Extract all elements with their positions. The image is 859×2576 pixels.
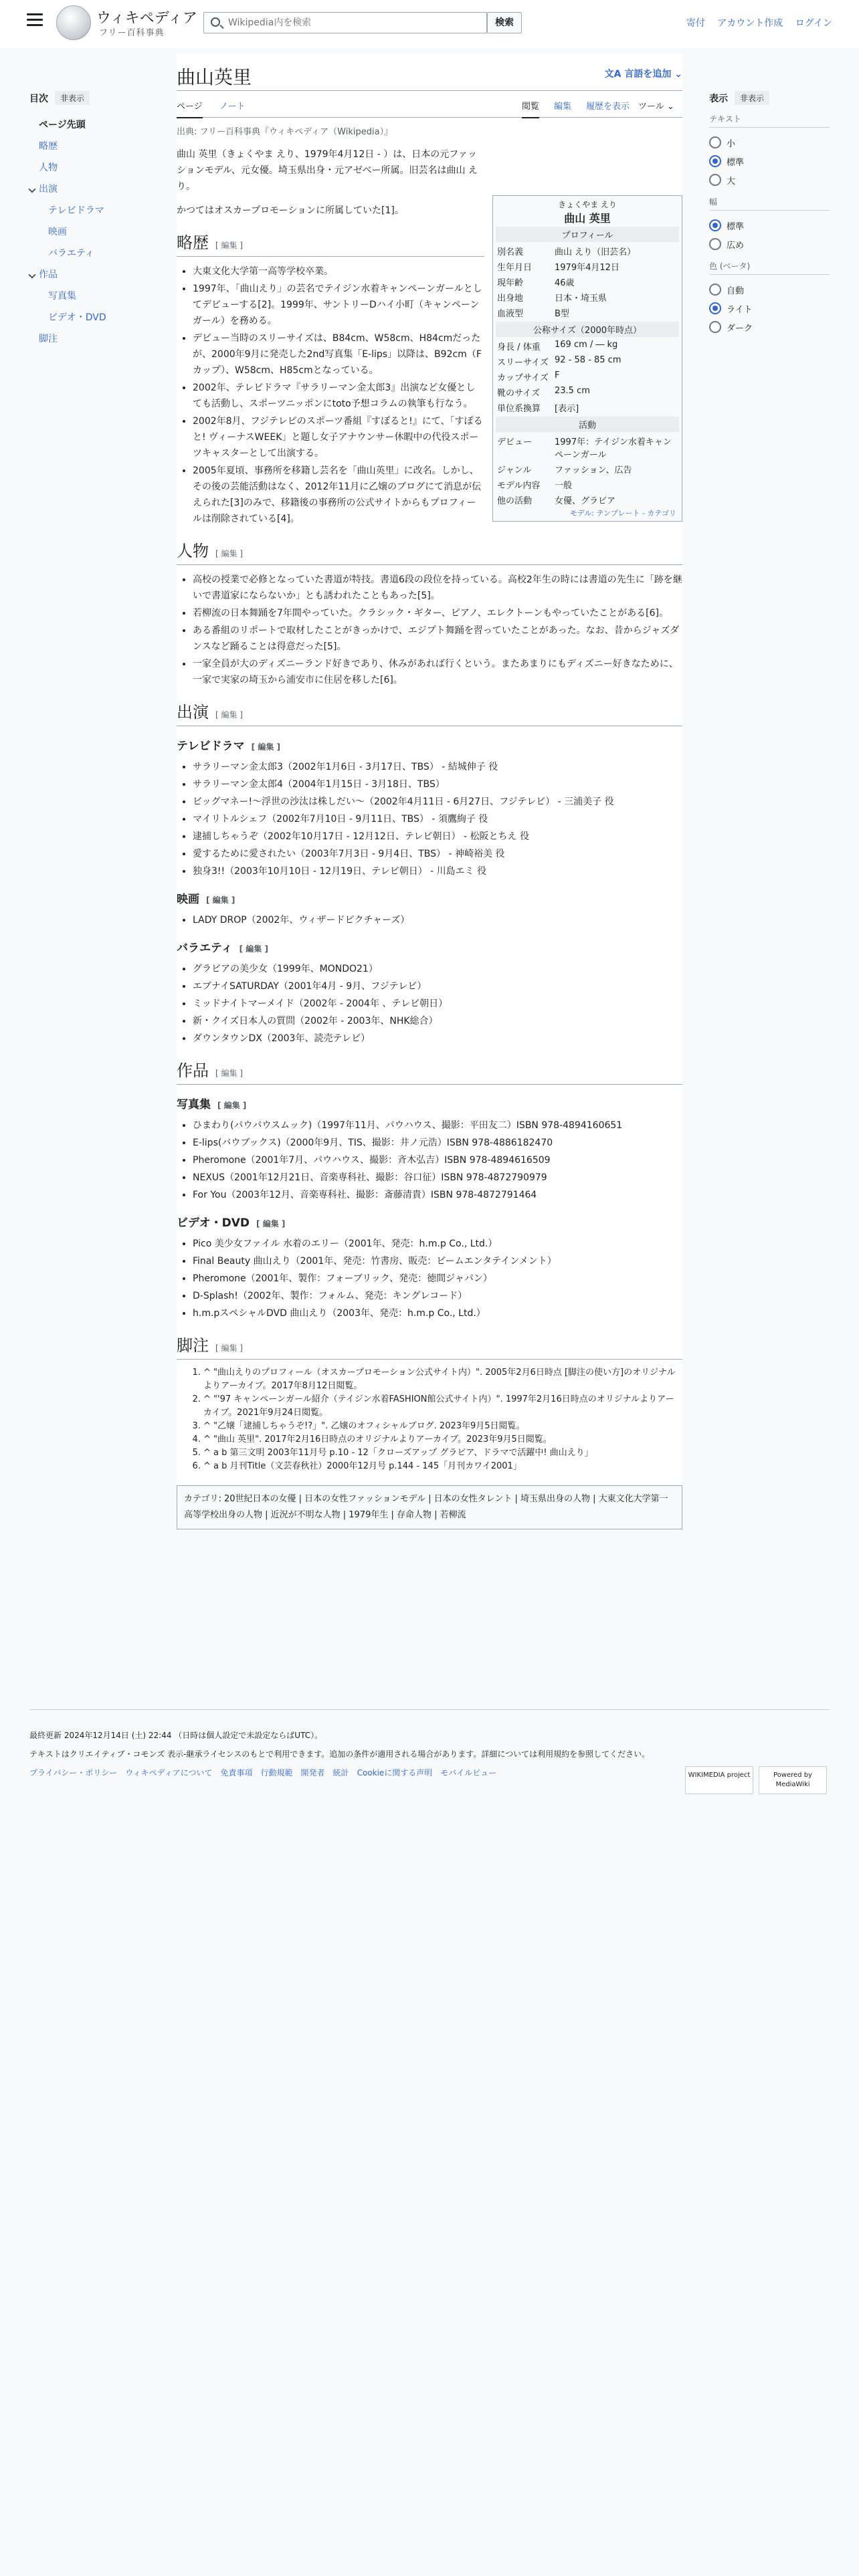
chevron-down-icon[interactable] [28, 185, 35, 193]
infobox-template-link[interactable]: モデル: テンプレート - カテゴリ [569, 509, 676, 518]
wikipedia-globe-logo[interactable] [56, 5, 91, 40]
infobox-key: 出身地 [497, 294, 524, 304]
logo-tagline: フリー百科事典 [99, 28, 165, 38]
color-dark[interactable]: ダーク [709, 318, 830, 336]
infobox-key: 単位系換算 [497, 404, 541, 414]
infobox-value: 日本・埼玉県 [555, 294, 607, 304]
video-item: • Final Beauty 曲山えり（2001年、発売：竹書房、販売：ビームエンタテインメント） [193, 1253, 682, 1269]
page-tabs [177, 91, 682, 118]
subsection-photobooks: 写真集 [ 編集 ] [177, 1098, 247, 1111]
drama-item: • サラリーマン金太郎4（2004年1月15日 - 3月18日、TBS） [193, 776, 682, 792]
edit-link[interactable]: [ 編集 ] [251, 742, 280, 752]
user-links [677, 16, 832, 29]
toc-item[interactable] [29, 286, 150, 307]
person-item: • ある番組のリポートで取材したことがきっかけで、エジプト舞踊を習っていたことがあった。なお、昔からジャズダンスなど踊ることは得意だった[5]。 [193, 623, 682, 655]
footer-link[interactable]: プライバシー・ポリシー [29, 1768, 118, 1778]
main-content [177, 53, 682, 1529]
edit-link[interactable]: [ 編集 ] [206, 895, 235, 905]
subsection-video: ビデオ・DVD [ 編集 ] [177, 1216, 286, 1230]
toc-item[interactable] [29, 179, 150, 200]
drama-item: • サラリーマン金太郎3（2002年1月6日 - 3月17日、TBS） - 結城伸子 役 [193, 759, 682, 775]
color-label: 色 (ベータ) [709, 260, 830, 275]
infobox-key: 身長 / 体重 [497, 342, 541, 352]
footer-link[interactable]: 開発者 [300, 1768, 325, 1778]
lead-paragraph-2: かつてはオスカープロモーションに所属していた[1]。 [177, 205, 404, 216]
drama-item: • 愛するために愛されたい（2003年7月3日 - 9月4日、TBS） - 神崎裕美 役 [193, 846, 682, 862]
infobox-row [496, 305, 679, 320]
infobox-row [496, 461, 679, 477]
section-career: 略歴 [ 編集 ] [177, 235, 484, 257]
edit-link[interactable]: [ 編集 ] [239, 944, 268, 954]
infobox-value: 1997年：テイジン水着キャンペーンガール [555, 437, 672, 460]
infobox-key: ジャンル [497, 465, 532, 475]
infobox-value: F [555, 370, 560, 381]
table-of-contents [29, 91, 150, 350]
infobox-row [496, 338, 679, 354]
career-item: • デビュー当時のスリーサイズは、B84cm、W58cm、H84cmだったが、2000年9月に発売した2nd写真集「E-lips」以降は、B92cm（Fカップ）、W58cm、H85cmとなっている。 [193, 330, 484, 379]
login-link[interactable]: ログイン [795, 18, 832, 29]
drama-item: • ビッグマネー!〜浮世の沙汰は株しだい〜（2002年4月11日 - 6月27日、フジテレビ） - 三浦美子 役 [193, 794, 682, 810]
infobox-value: 92 - 58 - 85 cm [555, 355, 622, 365]
video-item: • Pheromone（2001年、製作：フォーブリック、発売：徳間ジャパン） [193, 1271, 682, 1287]
toc-item-label: 映画 [48, 227, 67, 237]
infobox-row [496, 290, 679, 305]
infobox-row [496, 400, 679, 415]
infobox-row [496, 433, 679, 461]
toc-item-label: ページ先頭 [39, 120, 86, 130]
color-light[interactable]: ライト [709, 299, 830, 318]
section-person: 人物 [ 編集 ] [177, 543, 682, 565]
footer-link[interactable]: Cookieに関する声明 [357, 1768, 433, 1778]
career-item: • 2005年夏頃、事務所を移籍し芸名を「曲山英里」に改名。しかし、その後の芸能活動はなく、2012年11月に乙嬢のブログにて消息が伝えられた[3]のみで、移籍後の事務所の公式サイトからもプロフィールは削除されている[4]。 [193, 463, 484, 527]
toc-item[interactable] [29, 328, 150, 350]
logo-title[interactable]: ウィキペディア [96, 10, 197, 27]
toc-item-label: 人物 [39, 163, 58, 173]
infobox-value: 23.5 cm [555, 386, 590, 396]
career-list [177, 263, 484, 527]
infobox-key: 他の活動 [497, 496, 533, 506]
edit-link[interactable]: [ 編集 ] [215, 549, 243, 558]
career-item: • 大東文化大学第一高等学校卒業。 [193, 263, 484, 280]
appearance-panel [709, 91, 830, 336]
photobook-item: • For You（2003年12月、音楽専科社、撮影：斎藤清貴）ISBN 978-4872791464 [193, 1187, 682, 1203]
variety-item: • エブナイSATURDAY（2001年4月 - 9月、フジテレビ） [193, 978, 682, 994]
toc-item-label: 写真集 [48, 291, 76, 302]
infobox-value: 46歳 [555, 278, 575, 288]
video-item: • Pico 美少女ファイル 水着のエリー（2001年、発売：h.m.p Co., Ltd.） [193, 1236, 682, 1252]
variety-item: • ミッドナイトマーメイド（2002年 - 2004年 、テレビ朝日） [193, 996, 682, 1012]
section-notes: 脚注 [ 編集 ] [177, 1337, 682, 1360]
tab-page[interactable]: ページ [177, 99, 203, 118]
photobook-item: • ひまわり(パウパウスムック)（1997年11月、パウハウス、撮影：平田友二）ISBN 978-4894160651 [193, 1117, 682, 1134]
section-works: 作品 [ 編集 ] [177, 1063, 682, 1085]
movie-item: • LADY DROP（2002年、ウィザードピクチャーズ） [193, 912, 682, 928]
page-title: 曲山英里 [177, 53, 682, 91]
edit-link[interactable]: [ 編集 ] [215, 241, 243, 250]
tools-label: ツール [638, 102, 664, 112]
infobox [492, 195, 682, 522]
drama-item: • 逮捕しちゃうぞ（2002年10月17日 - 12月12日、テレビ朝日） - 松阪とちえ 役 [193, 829, 682, 845]
toc-item[interactable] [29, 243, 150, 264]
reference-item: 1. ^ "曲山えりのプロフィール（オスカープロモーション公式サイト内）". 2005年2月6日時点 [脚注の使い方]のオリジナルよりアーカイブ。2017年8月12日閲覧。 [203, 1366, 682, 1393]
tab-history[interactable]: 履歴を表示 [586, 102, 630, 112]
infobox-key: 靴のサイズ [497, 389, 540, 399]
drama-item: • 独身3!!（2003年10月10日 - 12月19日、テレビ朝日） - 川島エミ 役 [193, 863, 682, 879]
person-item: • 一家全員が大のディズニーランド好きであり、休みがあれば行くという。またあまりにもディズニー好きなために、一家で実家の埼玉から浦安市に住居を移した[6]。 [193, 656, 682, 688]
edit-link[interactable]: [ 編集 ] [217, 1101, 247, 1110]
infobox-row [496, 477, 679, 492]
drama-item: • マイリトルシェフ（2002年7月10日 - 9月11日、TBS） - 須鷹絢子 役 [193, 811, 682, 827]
lead-paragraph: 曲山 英里（きょくやま えり、1979年4月12日 - ）は、日本の元ファッションモデル、元女優。埼玉県出身・元アゼベー所属。旧芸名は曲山 えり。 [177, 149, 478, 192]
tab-edit[interactable]: 編集 [554, 102, 572, 112]
site-header [0, 0, 859, 48]
infobox-key: 別名義 [497, 247, 524, 257]
toc-item[interactable] [29, 114, 150, 136]
toc-item-label: テレビドラマ [48, 205, 104, 216]
section-appearances: 出演 [ 編集 ] [177, 704, 682, 726]
page-footer [29, 1709, 830, 1788]
mediawiki-badge[interactable]: Powered by MediaWiki [759, 1766, 827, 1794]
infobox-key: デビュー [497, 437, 533, 447]
toc-item-label: 出演 [39, 184, 58, 195]
infobox-kana: きょくやま えり [558, 200, 617, 209]
last-updated: 最終更新 2024年12月14日 (土) 22:44 （日時は個人設定で未設定ならばUTC）。 [29, 1731, 323, 1740]
reference-item: 5. ^ a b 第三文明 2003年11月号 p.10 - 12「クローズアップ グラビア、ドラマで活躍中! 曲山えり」 [203, 1446, 682, 1460]
infobox-row [496, 243, 679, 259]
search-input[interactable] [228, 13, 482, 33]
width-label: 幅 [709, 196, 830, 211]
career-item: • 2002年8月、フジテレビのスポーツ番組『すぽると!』にて、「すぽると! ヴィーナスWEEK」と題し女子アナウンサー休暇中の代役スポーツキャスターとして出演する。 [193, 413, 484, 461]
video-item: • D-Splash!（2002年、製作：フォルム、発売：キングレコード） [193, 1288, 682, 1304]
reference-item: 6. ^ a b 月刊Title（文芸春秋社）2000年12月号 p.144 - 145「月刊カワイ2001」 [203, 1460, 682, 1473]
width-wide[interactable]: 広め [709, 235, 830, 253]
infobox-value: 女優、グラビア [555, 496, 616, 506]
infobox-row [496, 369, 679, 385]
variety-item: • ダウンタウンDX（2003年、読売テレビ） [193, 1031, 682, 1047]
infobox-row [496, 259, 679, 274]
reference-item: 2. ^ "'97 キャンペーンガール紹介（テイジン水着FASHION館公式サイト内）". 1997年2月16日時点のオリジナルよりアーカイブ。2021年9月24日閲覧。 [203, 1393, 682, 1420]
photobook-item: • NEXUS（2001年12月21日、音楽専科社、撮影：谷口征）ISBN 978-4872790979 [193, 1170, 682, 1186]
career-item: • 1997年、「曲山えり」の芸名でテイジン水着キャンペーンガールとしてデビューする[2]。1999年、サントリーDハイ小町（キャンペーンガール）を務める。 [193, 281, 484, 329]
infobox-profile-header: プロフィール [496, 227, 679, 242]
text-size-standard[interactable]: 標準 [709, 152, 830, 171]
text-size-small[interactable]: 小 [709, 133, 830, 152]
infobox-value: 一般 [555, 481, 573, 491]
color-auto[interactable]: 自動 [709, 280, 830, 299]
reference-item: 4. ^ "曲山 英里". 2017年2月16日時点のオリジナルよりアーカイブ。2023年9月5日閲覧。 [203, 1433, 682, 1446]
infobox-size-header: 公称サイズ（2000年時点） [496, 322, 679, 337]
text-size-large[interactable]: 大 [709, 171, 830, 189]
toc-title: 目次 [29, 93, 48, 104]
infobox-key: 血液型 [497, 309, 524, 319]
edit-link[interactable]: [ 編集 ] [215, 710, 243, 720]
toc-item[interactable] [29, 200, 150, 221]
text-size-label: テキスト [709, 113, 830, 128]
infobox-value: ファッション、広告 [555, 465, 632, 475]
search-button[interactable]: 検索 [487, 12, 522, 33]
subsection-drama: テレビドラマ [ 編集 ] [177, 740, 280, 753]
width-standard[interactable]: 標準 [709, 216, 830, 235]
toc-item-label: バラエティ [48, 248, 94, 259]
footer-link[interactable]: 統計 [332, 1768, 349, 1778]
photobook-list [177, 1117, 682, 1203]
edit-link[interactable]: [ 編集 ] [215, 1069, 243, 1078]
variety-item: • グラビアの美少女（1999年、MONDO21） [193, 961, 682, 977]
footer-link[interactable]: ウィキペディアについて [125, 1768, 213, 1778]
infobox-key: モデル内容 [497, 481, 541, 491]
toc-hide-button[interactable]: 非表示 [55, 91, 90, 105]
footer-link[interactable]: 行動規範 [260, 1768, 293, 1778]
toc-item-label: 脚注 [39, 334, 58, 344]
subsection-variety: バラエティ [ 編集 ] [177, 942, 268, 955]
person-item: • 若柳流の日本舞踊を7年間やっていた。クラシック・ギター、ピアノ、エレクトーンもやっていたことがある[6]。 [193, 605, 682, 621]
infobox-name: 曲山 英里 [564, 212, 611, 225]
toc-item[interactable] [29, 136, 150, 157]
references-list [177, 1366, 682, 1473]
main-menu-icon[interactable] [27, 13, 43, 27]
infobox-row [496, 354, 679, 369]
edit-link[interactable]: [ 編集 ] [256, 1219, 286, 1228]
toc-item-label: ビデオ・DVD [48, 312, 106, 323]
tools-menu[interactable]: ツール ⌄ [638, 102, 674, 112]
chevron-down-icon[interactable] [28, 271, 35, 278]
appearance-hide-button[interactable]: 非表示 [735, 91, 769, 105]
infobox-key: 現年齢 [497, 278, 524, 288]
video-list [177, 1236, 682, 1321]
toc-item-label: 略歴 [39, 141, 58, 152]
person-list [177, 572, 682, 688]
infobox-value: [表示] [555, 404, 579, 414]
create-account-link[interactable]: アカウント作成 [717, 18, 783, 29]
translate-icon: 文A [604, 69, 625, 80]
toc-item-label: 作品 [39, 270, 58, 280]
footer-link[interactable]: モバイルビュー [440, 1768, 497, 1778]
search-icon [211, 17, 220, 27]
from-line: 出典: フリー百科事典『ウィキペディア（Wikipedia）』 [177, 127, 393, 137]
wikimedia-badge[interactable]: WIKIMEDIA project [685, 1766, 753, 1794]
toc-item[interactable] [29, 157, 150, 179]
infobox-key: カップサイズ [497, 373, 549, 383]
add-language-label: 言語を追加 [624, 69, 672, 80]
person-item: • 高校の授業で必修となっていた書道が特技。書道6段の段位を持っている。高校2年生の時には書道の先生に「跡を継いで書道家にならないか」とも誘われたこともあった[5]。 [193, 572, 682, 604]
photobook-item: • Pheromone（2001年7月、パウハウス、撮影：斉木弘吉）ISBN 978-4894616509 [193, 1152, 682, 1168]
drama-list [177, 759, 682, 879]
license-text: テキストはクリエイティブ・コモンズ 表示-継承ライセンスのもとで利用できます。追加の条件が適用される場合があります。詳細については利用規約を参照してください。 [29, 1749, 650, 1759]
category-box[interactable]: カテゴリ: 20世紀日本の女優 | 日本の女性ファッションモデル | 日本の女性タレント | 埼玉県出身の人物 | 大東文化大学第一高等学校出身の人物 | 近況が不明な人物 | 1979年生 | 存命人物 | 若柳流 [177, 1485, 682, 1529]
infobox-value: 169 cm / ― kg [555, 340, 618, 350]
variety-list [177, 961, 682, 1047]
toc-item[interactable] [29, 264, 150, 286]
toc-item[interactable] [29, 307, 150, 328]
photobook-item: • E-lips(バウブックス)（2000年9月、TIS、撮影：井ノ元浩）ISBN 978-4886182470 [193, 1135, 682, 1151]
add-language-button[interactable]: 文A 言語を追加 ⌄ [604, 69, 682, 80]
infobox-key: スリーサイズ [497, 358, 549, 368]
movie-list [177, 912, 682, 928]
subsection-movie: 映画 [ 編集 ] [177, 893, 235, 906]
variety-item: • 新・クイズ日本人の質問（2002年 - 2003年、NHK総合） [193, 1013, 682, 1029]
tab-read[interactable]: 閲覧 [522, 99, 539, 118]
infobox-value: 1979年4月12日 [555, 263, 619, 273]
toc-item[interactable] [29, 221, 150, 243]
appearance-title: 表示 [709, 93, 728, 104]
career-item: • 2002年、テレビドラマ『サラリーマン金太郎3』出演など女優としても活動し、スポーツニッポンにtoto予想コラムの執筆も行なう。 [193, 380, 484, 412]
infobox-value: 曲山 えり（旧芸名） [555, 247, 636, 257]
tab-talk[interactable]: ノート [219, 102, 246, 112]
infobox-value: B型 [555, 309, 569, 319]
footer-link[interactable]: 免責事項 [220, 1768, 253, 1778]
infobox-activity-header: 活動 [496, 417, 679, 432]
infobox-row [496, 492, 679, 508]
reference-item: 3. ^ "乙嬢「逮捕しちゃうぞ!?」". 乙嬢のオフィシャルブログ. 2023年9月5日閲覧。 [203, 1420, 682, 1433]
infobox-row [496, 274, 679, 290]
donate-link[interactable]: 寄付 [686, 18, 705, 29]
video-item: • h.m.pスペシャルDVD 曲山えり（2003年、発売：h.m.p Co., Ltd.） [193, 1305, 682, 1321]
infobox-key: 生年月日 [497, 263, 533, 273]
search-box [203, 12, 487, 33]
infobox-row [496, 385, 679, 400]
edit-link[interactable]: [ 編集 ] [215, 1344, 243, 1353]
